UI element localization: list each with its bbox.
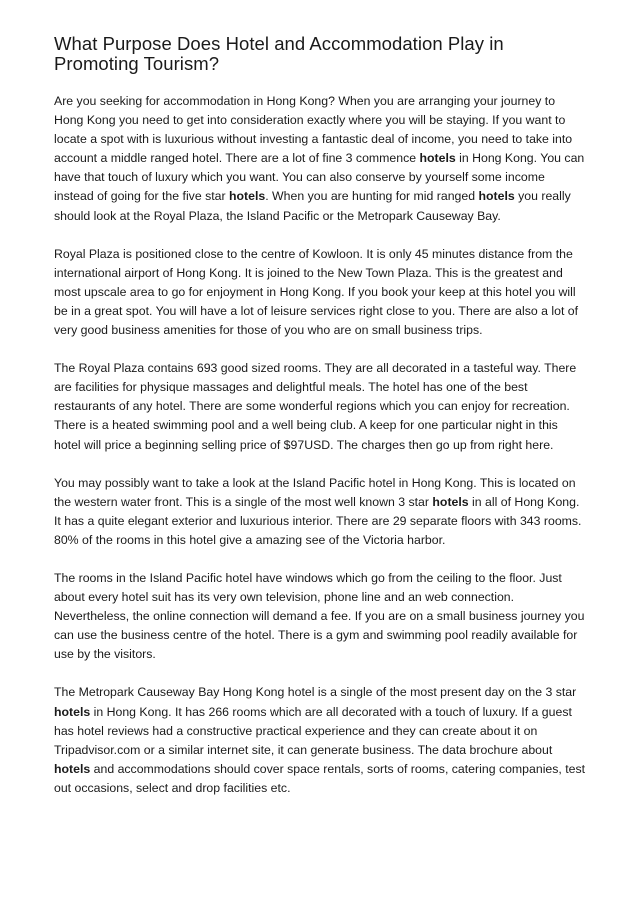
text-run: you really should look at the Royal Plaza, the Island Pacific or the Metropark Causeway Bay. [54,189,571,223]
text-run: in Hong Kong. You can have that touch of luxury which you want. You can also conserve by yourself some income instead of going for the five star [54,151,585,204]
bold-keyword: hotels [419,151,456,166]
bold-keyword: hotels [54,704,91,719]
paragraph [54,683,586,798]
bold-keyword: hotels [229,189,266,204]
text-run: in all of Hong Kong. It has a quite elegant exterior and luxurious interior. There are 29 separate floors with 343 rooms. 80% of the rooms in this hotel give a amazing see of the Victoria harbor. [54,494,582,547]
text-run: The Royal Plaza contains 693 good sized rooms. They are all decorated in a tasteful way. There are facilities for physique massages and delightful meals. The hotel has one of the best restaurants of any hotel. There are some wonderful regions which you can enjoy for recreation. There is a heated swimming pool and a well being club. A keep for one particular night in this hotel will price a beginning selling price of $97USD. The charges then go up from right here. [54,361,577,452]
page-title: What Purpose Does Hotel and Accommodation Play in Promoting Tourism? [54,33,504,74]
text-run: You may possibly want to take a look at the Island Pacific hotel in Hong Kong. This is located on the western water front. This is a single of the most well known 3 star [54,475,576,509]
text-run: and accommodations should cover space rentals, sorts of rooms, catering companies, test out occasions, select and drop facilities etc. [54,761,586,795]
paragraph [54,245,586,340]
paragraph [54,92,586,226]
text-run: Are you seeking for accommodation in Hong Kong? When you are arranging your journey to Hong Kong you need to get into consideration exactly where you will be staying. If you want to locate a spot with is luxurious without investing a fantastic deal of income, you need to take into account a middle ranged hotel. There are a lot of fine 3 commence [54,94,573,166]
bold-keyword: hotels [54,761,91,776]
paragraph [54,359,586,454]
paragraph [54,474,586,550]
bold-keyword: hotels [478,189,515,204]
paragraph [54,569,586,664]
text-run: in Hong Kong. It has 266 rooms which are all decorated with a touch of luxury. If a guest has hotel reviews had a constructive practical experience and they can create about it on Tripadvisor.com or a similar internet site, it can generate business. The data brochure about [54,704,572,757]
article-body [54,92,586,798]
text-run: The rooms in the Island Pacific hotel have windows which go from the ceiling to the floor. Just about every hotel suit has its very own television, phone line and an web connection. Nevertheless, the online connection will demand a fee. If you are on a small business journey you can use the business centre of the hotel. There is a gym and swimming pool readily available for use by the visitors. [54,570,585,662]
text-run: . When you are hunting for mid ranged [265,189,479,204]
text-run: The Metropark Causeway Bay Hong Kong hotel is a single of the most present day on the 3 star [54,685,577,700]
text-run: Royal Plaza is positioned close to the centre of Kowloon. It is only 45 minutes distance from the international airport of Hong Kong. It is joined to the New Town Plaza. This is the greatest and most upscale area to go for enjoyment in Hong Kong. If you book your keep at this hotel you will be in a great spot. You will have a lot of leisure services right close to you. There are also a lot of very good business amenities for those of you who are on small business trips. [54,246,579,338]
bold-keyword: hotels [432,494,469,509]
